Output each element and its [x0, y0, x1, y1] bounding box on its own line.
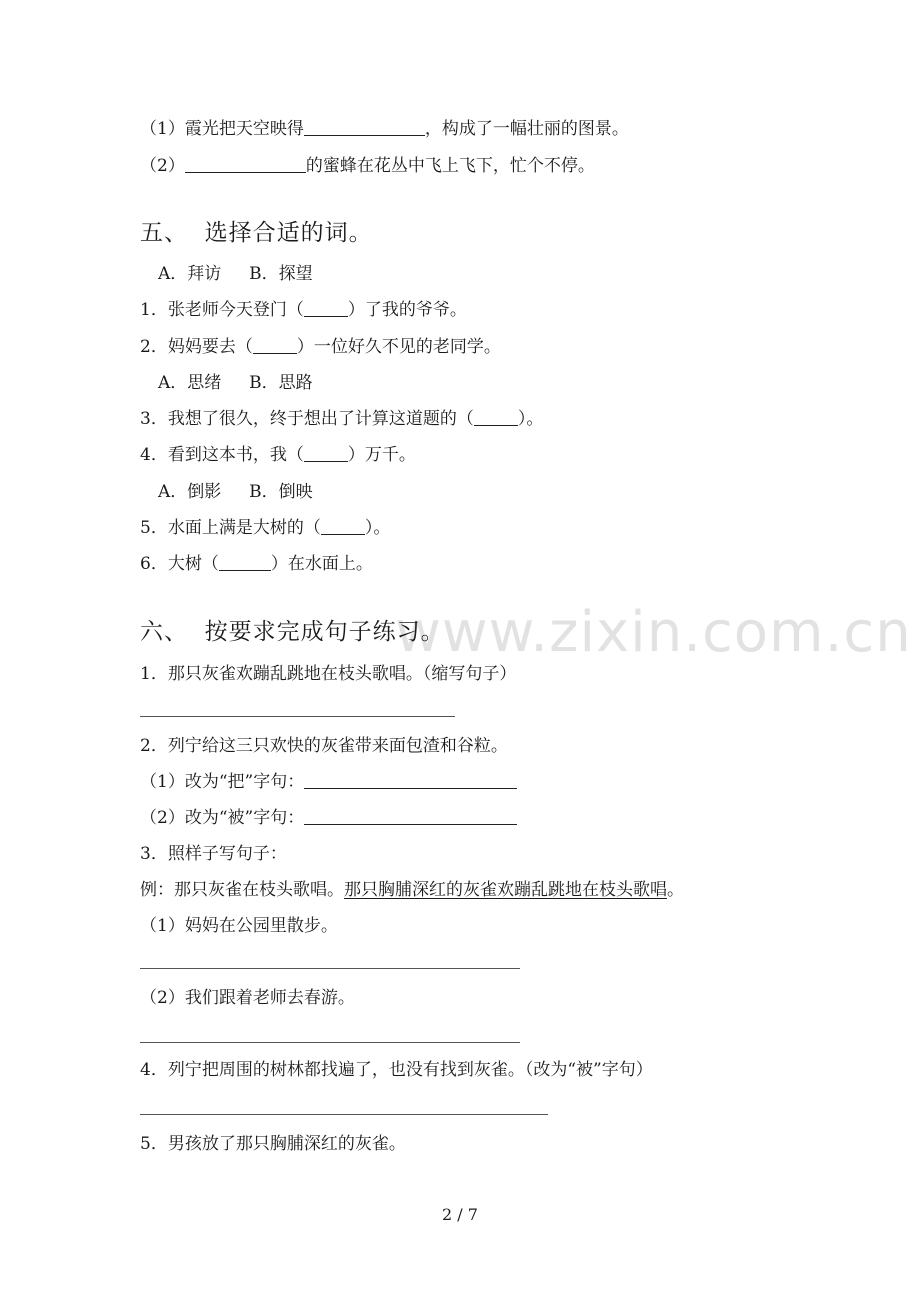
answer-blank[interactable]	[304, 119, 425, 136]
question-5-4: 4．看到这本书，我（ ）万千。	[140, 445, 416, 465]
question-6-3: 3．照样子写句子：	[140, 844, 287, 864]
question-5-2: 2．妈妈要去（ ）一位好久不见的老同学。	[140, 337, 501, 357]
question-5-5: 5．水面上满是大树的（ ）。	[140, 518, 391, 538]
fill-item-1: （1）霞光把天空映得 ，构成了一幅壮丽的图景。	[140, 119, 629, 139]
section-6-title: 六、 按要求完成句子练习。	[140, 619, 445, 645]
answer-blank[interactable]	[304, 808, 517, 825]
answer-line-6-3-1[interactable]	[140, 968, 520, 969]
page-number: 2 / 7	[442, 1205, 478, 1224]
answer-line-6-3-2[interactable]	[140, 1042, 520, 1043]
question-5-1: 1．张老师今天登门（ ）了我的爷爷。	[140, 300, 467, 320]
option-group-3: A．倒影 B．倒映	[158, 482, 313, 502]
answer-blank[interactable]	[474, 409, 518, 426]
question-5-6: 6．大树（ ）在水面上。	[140, 554, 373, 574]
question-6-2-sub-1: （1）改为“把”字句：	[140, 770, 517, 794]
question-6-2: 2．列宁给这三只欢快的灰雀带来面包渣和谷粒。	[140, 736, 508, 756]
answer-line-6-1[interactable]	[140, 716, 455, 717]
option-group-1: A．拜访 B．探望	[158, 264, 313, 284]
answer-blank[interactable]	[304, 772, 517, 789]
section-5-title: 五、 选择合适的词。	[140, 220, 373, 246]
question-6-3-sub-1: （1）妈妈在公园里散步。	[140, 916, 338, 936]
answer-blank[interactable]	[321, 518, 365, 535]
fill-item-2: （2） 的蜜蜂在花丛中飞上飞下，忙个不停。	[140, 156, 595, 176]
question-6-3-sub-2: （2）我们跟着老师去春游。	[140, 988, 355, 1008]
question-6-5: 5．男孩放了那只胸脯深红的灰雀。	[140, 1134, 406, 1154]
answer-blank[interactable]	[219, 554, 271, 571]
answer-blank[interactable]	[185, 156, 306, 173]
answer-blank[interactable]	[304, 300, 348, 317]
option-group-2: A．思绪 B．思路	[158, 373, 313, 393]
watermark: www.zixin.com.cn	[395, 600, 912, 665]
question-6-1: 1．那只灰雀欢蹦乱跳地在枝头歌唱。（缩写句子）	[140, 664, 517, 684]
example-sentence: 例：那只灰雀在枝头歌唱。那只胸脯深红的灰雀欢蹦乱跳地在枝头歌唱。	[140, 880, 684, 900]
question-6-2-sub-2: （2）改为“被”字句：	[140, 806, 517, 830]
answer-blank[interactable]	[304, 445, 348, 462]
question-6-4: 4．列宁把周围的树林都找遍了，也没有找到灰雀。（改为“被”字句）	[140, 1060, 653, 1080]
question-5-3: 3．我想了很久，终于想出了计算这道题的（ ）。	[140, 409, 544, 429]
answer-blank[interactable]	[253, 337, 297, 354]
answer-line-6-4[interactable]	[140, 1114, 548, 1115]
example-answer: 那只胸脯深红的灰雀欢蹦乱跳地在枝头歌唱	[344, 880, 667, 900]
